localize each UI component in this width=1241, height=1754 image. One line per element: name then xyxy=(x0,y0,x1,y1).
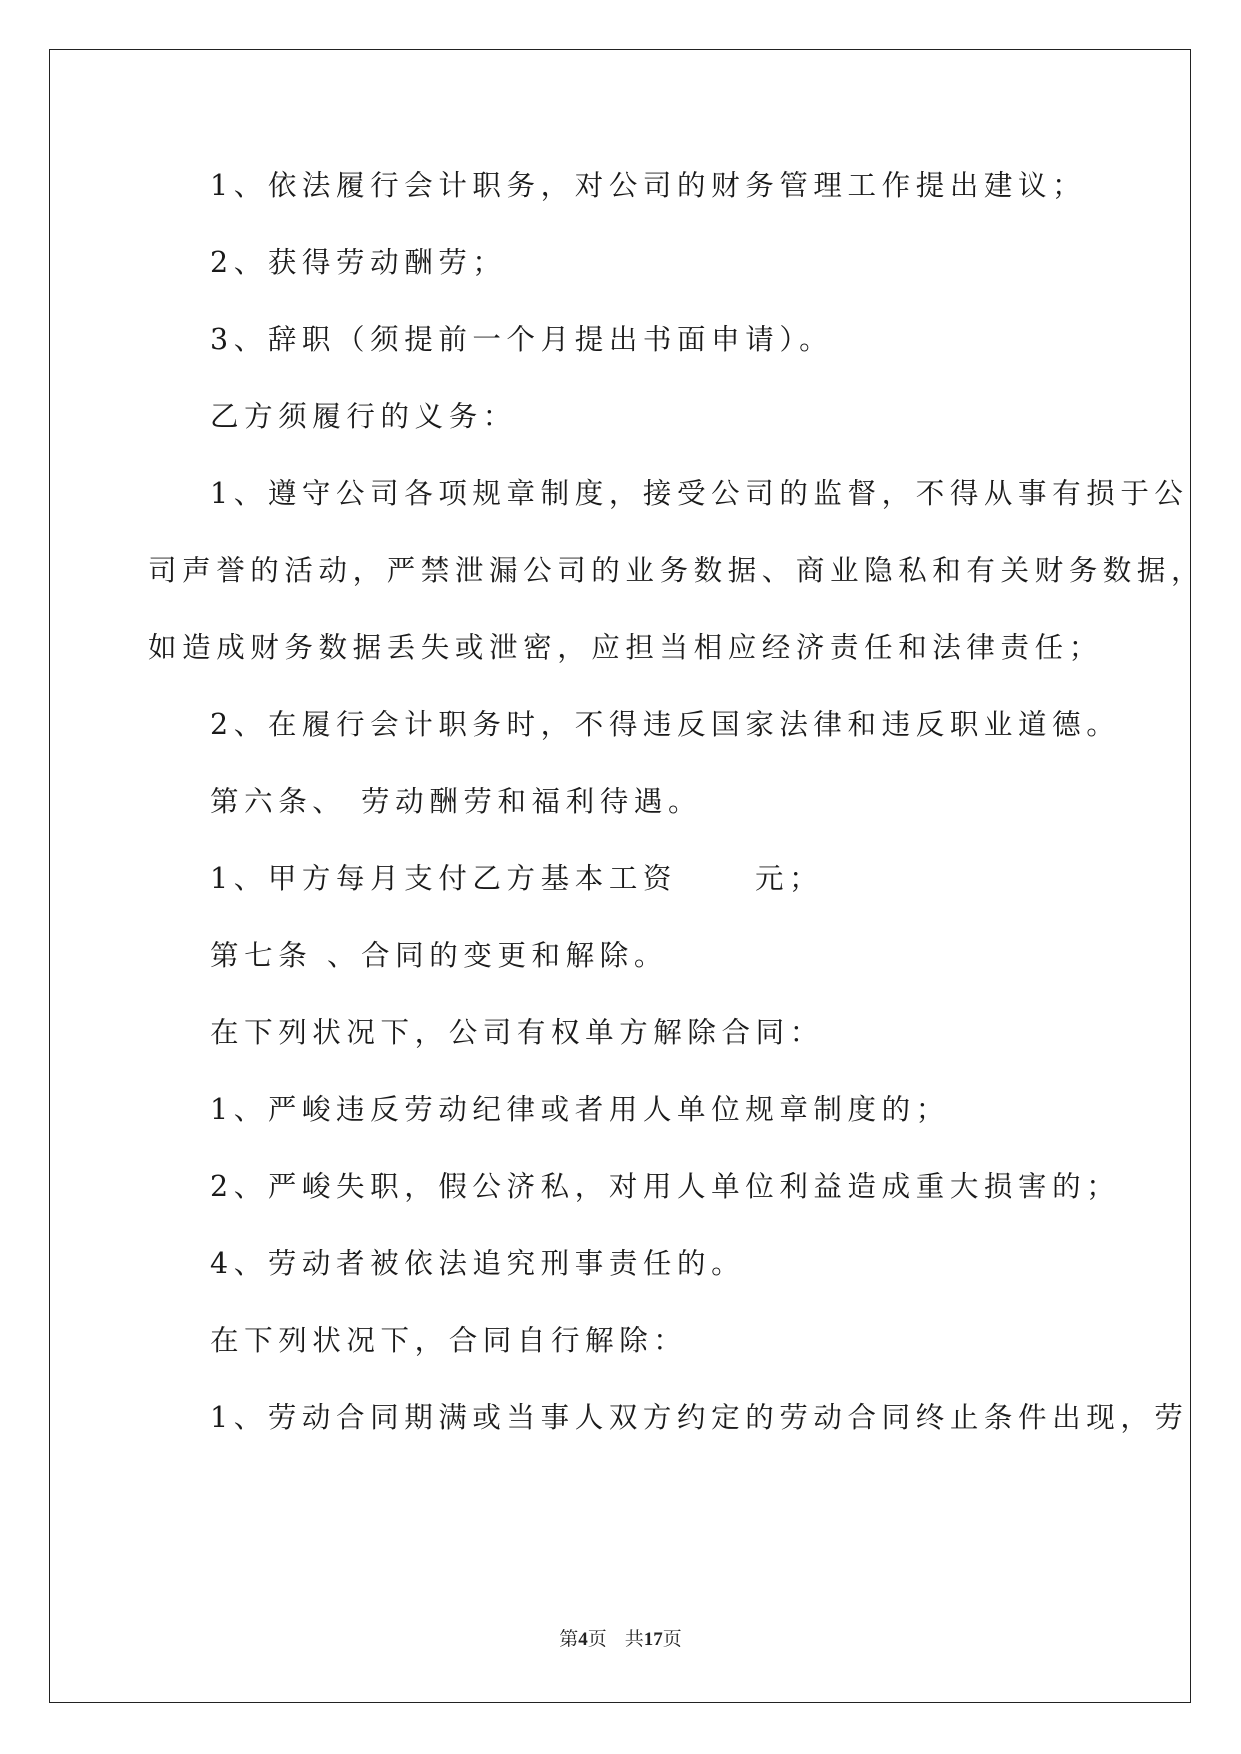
section-heading: 第七条 、合同的变更和解除。 xyxy=(210,939,668,972)
paragraph-continuation: 如造成财务数据丢失或泄密，应担当相应经济责任和法律责任； xyxy=(148,631,1103,664)
page-footer xyxy=(0,1624,1241,1651)
page-label-prefix: 第 xyxy=(559,1629,579,1650)
paragraph: 1、劳动合同期满或当事人双方约定的劳动合同终止条件出现，劳 xyxy=(210,1401,1189,1434)
salary-label: 1、甲方每月支付乙方基本工资 xyxy=(210,862,678,895)
paragraph: 2、严峻失职，假公济私，对用人单位利益造成重大损害的； xyxy=(210,1170,1121,1203)
paragraph: 1、依法履行会计职务，对公司的财务管理工作提出建议； xyxy=(210,169,1087,202)
paragraph: 3、辞职（须提前一个月提出书面申请）。 xyxy=(210,323,834,356)
salary-line xyxy=(148,849,1108,926)
paragraph: 1、严峻违反劳动纪律或者用人单位规章制度的； xyxy=(210,1093,950,1126)
total-label-prefix: 共 xyxy=(624,1629,644,1650)
paragraph: 2、在履行会计职务时，不得违反国家法律和违反职业道德。 xyxy=(210,708,1121,741)
salary-unit: 元； xyxy=(755,862,824,895)
section-heading: 第六条、 劳动酬劳和福利待遇。 xyxy=(210,785,703,818)
paragraph: 1、遵守公司各项规章制度，接受公司的监督，不得从事有损于公 xyxy=(210,477,1189,510)
paragraph: 2、获得劳动酬劳； xyxy=(210,246,507,279)
total-label-suffix: 页 xyxy=(662,1629,682,1650)
paragraph: 4、劳动者被依法追究刑事责任的。 xyxy=(210,1247,746,1280)
total-pages-number: 17 xyxy=(643,1629,663,1650)
paragraph: 在下列状况下，合同自行解除： xyxy=(210,1324,688,1357)
paragraph: 乙方须履行的义务： xyxy=(210,400,517,433)
document-body xyxy=(148,156,1206,1465)
current-page-number: 4 xyxy=(578,1629,588,1650)
paragraph-continuation: 司声誉的活动，严禁泄漏公司的业务数据、商业隐私和有关财务数据， xyxy=(148,554,1206,587)
paragraph: 在下列状况下，公司有权单方解除合同： xyxy=(210,1016,824,1049)
page-label-suffix: 页 xyxy=(587,1629,607,1650)
